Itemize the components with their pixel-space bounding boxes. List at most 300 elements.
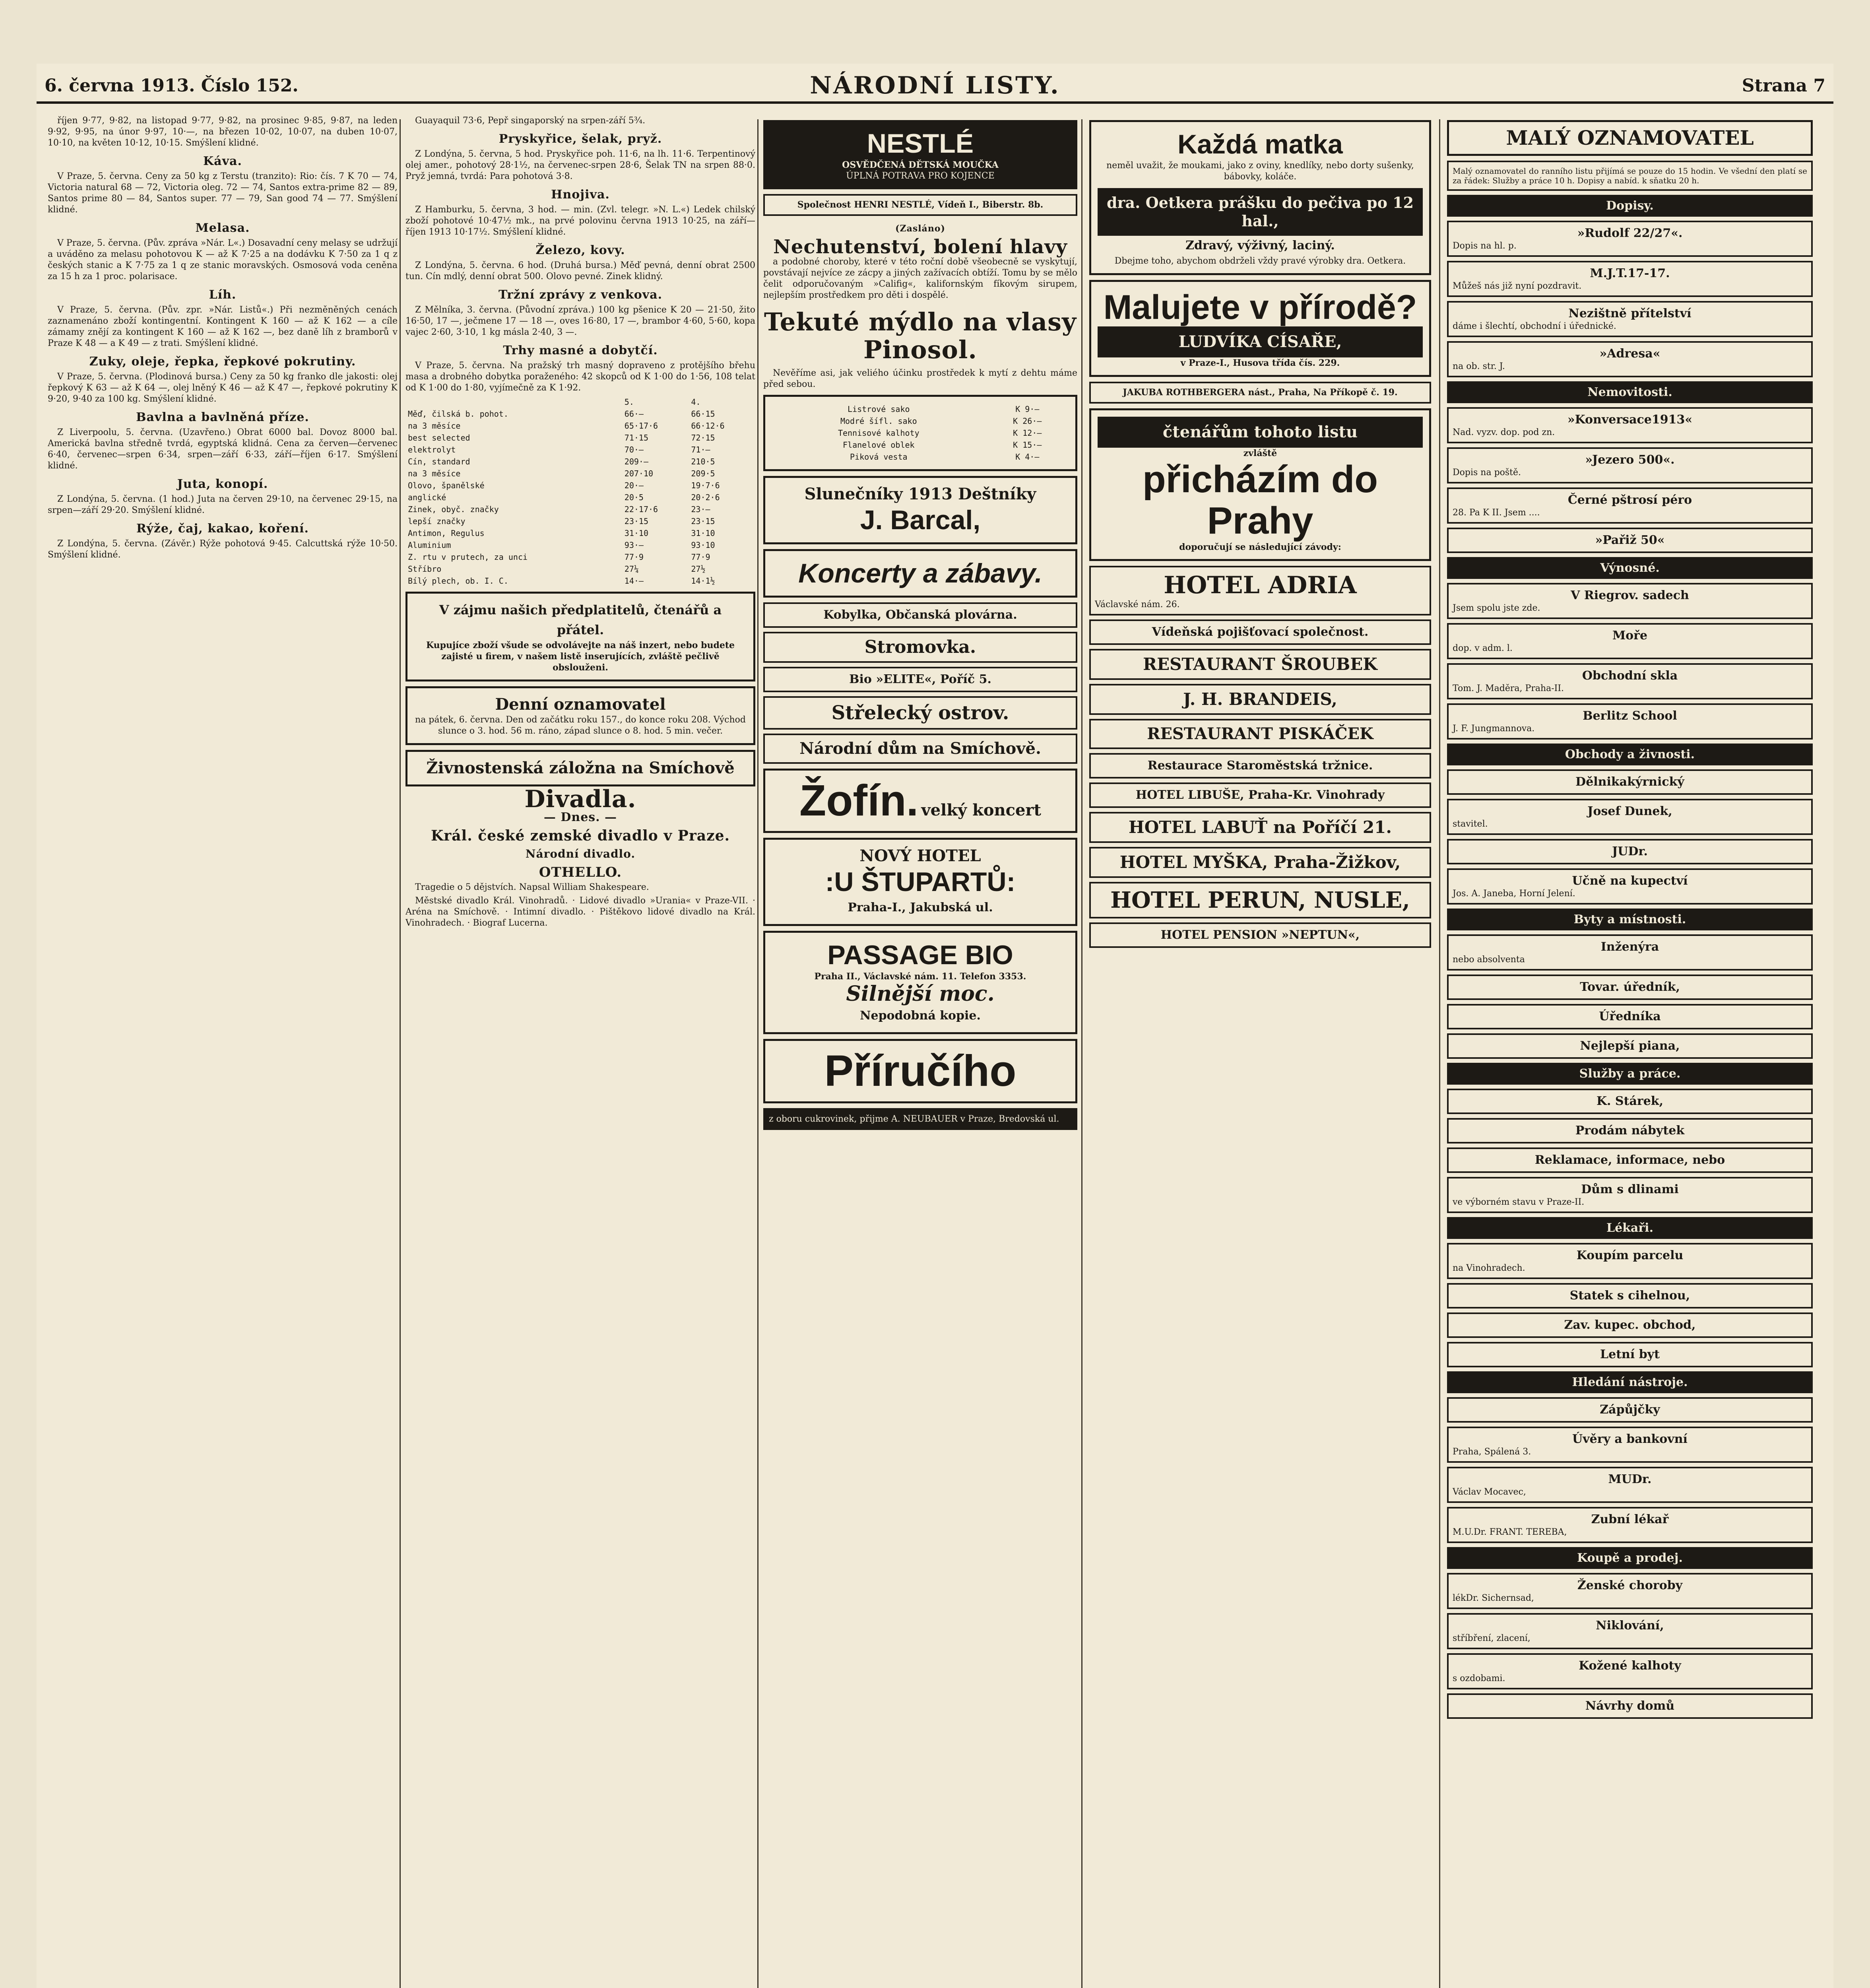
nestle-sub1: OSVĚDČENÁ DĚTSKÁ MOUČKA [842,160,999,170]
classified-ad [1447,1118,1813,1143]
passage-bio-ad [763,931,1077,1034]
table-header-row [405,396,755,408]
classified-title: M.J.T.17-17. [1590,266,1670,280]
event-strelecky: Střelecký ostrov. [763,696,1077,730]
classified-ad [1447,1507,1813,1543]
market-intro: říjen 9·77, 9·82, na listopad 9·77, 9·82, na prosinec 9·85, 9·87, na leden 9·92, 9·95, na únor 9·97, 10·—, na březen 10·02, 10·07, na duben 10·07, 10·10, na květen 10·12, 10·15. Smýšlení klidné. [48,116,398,148]
market-intro: Guayaquil 73·6, Pepř singaporský na srpen-září 5¾. [415,116,646,126]
price-row [772,403,1069,415]
classified-title: Zápůjčky [1600,1403,1660,1417]
price-item-name: Modré šífl. sako [840,416,917,426]
classified-title: »Jezero 500«. [1585,453,1675,467]
classified-ad [1447,301,1813,337]
classified-ad [1447,1573,1813,1609]
section-text: Z Hamburku, 5. června, 3 hod. — min. (Zvl. telegr. »N. L.«) Ledek chilský zboží pohotové 10·47½ mk., na prvé polovinu června 1913 10·25, na září—říjen 1913 10·17½. Smýšlení klidné. [405,205,755,237]
classified-text: na ob. str. J. [1453,361,1505,371]
classified-category: Výnosné. [1447,557,1813,579]
classified-title: Koupím parcelu [1576,1248,1684,1262]
event-elite: Bio »ELITE«, Poříč 5. [763,667,1077,692]
theaters-heading: Divadla. [524,785,636,813]
table-row [405,456,755,468]
classified-text: s ozdobami. [1453,1673,1505,1683]
play-note: Tragedie o 5 dějstvích. Napsal William Shakespeare. [415,882,649,892]
section-text: Z Londýna, 5. června. (1 hod.) Juta na červen 29·10, na červenec 29·15, na srpen—září 29·20. Smýšlení klidné. [48,494,398,515]
page-header [37,70,1833,104]
classified-ad [1447,769,1813,795]
classified-ad [1447,799,1813,835]
stuparty-ad [763,838,1077,926]
metal-price-table [405,396,755,587]
section-title: Pryskyřice, šelak, pryž. [499,132,662,146]
daily-announcer [405,686,755,745]
section-text: Z Mělníka, 3. června. (Původní zpráva.) 100 kg pšenice K 20 — 21·50, žito 16·50, 17 —, ječmene 17 — 18 —, oves 16·80, 17 —, brambor 4·60, 5·60, kopa vajec 2·60, 3·10, 1 kg másla 2·40, 3 —. [405,305,755,337]
classified-title: »Konversace1913« [1567,413,1693,427]
table-cell: 14·1½ [691,576,715,586]
issue-date: 6. června 1913. Číslo 152. [45,76,299,96]
pinosol-text: Nevěříme asi, jak veliého účinku prostředek k mytí z dehtu máme před sebou. [763,368,1077,389]
classified-title: Prodám nábytek [1575,1124,1685,1138]
table-cell: 22·17·6 [624,505,658,514]
section-text: V Praze, 5. června. (Plodinová bursa.) Ceny za 50 kg franko dle jakosti: olej řepkový K 63 — až K 64 —, olej lněný K 46 — až K 47 —, řepkové pokrutiny K 9·20, 9·40 za 100 kg. Smýšlení klidné. [48,372,398,404]
table-cell: 66·15 [691,409,715,419]
classified-ad [1447,1693,1813,1719]
classified-title: Niklování, [1596,1619,1664,1633]
classified-category: Koupě a prodej. [1447,1547,1813,1569]
page-number: Strana 7 [1742,76,1825,96]
headline: Nechutenství, bolení hlavy [773,236,1067,258]
nestle-company: Společnost HENRI NESTLÉ, Vídeň I., Biberstr. 8b. [763,194,1077,216]
price-item-value: K 4·— [1015,452,1040,462]
classified-title: Berlitz School [1583,709,1677,723]
classified-category: Obchody a živnosti. [1447,744,1813,765]
classified-text: Praha, Spálená 3. [1453,1447,1531,1457]
classified-title: JUDr. [1612,845,1648,858]
umbrella-title: Slunečníky 1913 Deštníky [804,485,1036,503]
table-cell: 71·— [691,445,710,454]
classified-text: Můžeš nás již nyní pozdravit. [1453,281,1582,291]
ludvika-address: v Praze-I., Husova třída čís. 229. [1180,358,1340,368]
hotel-neptun-ad: HOTEL PENSION »NEPTUN«, [1089,922,1431,948]
event-kobylka: Kobylka, Občanská plovárna. [763,602,1077,628]
classified-text: lékDr. Sichernsad, [1453,1593,1534,1603]
classified-ad [1447,528,1813,553]
table-cell: 77·9 [624,552,644,562]
section-title: Železo, kovy. [535,243,625,257]
classified-ad [1447,407,1813,443]
visitors-guide [1089,408,1431,561]
section-text: V Praze, 5. června. Na pražský trh masný dopraveno z protějšího břehu masa a drobného dobytka poraženého: 42 skopců od K 1·00 do 1·56, 108 telat od K 1·00 do 1·80, vyjímečně za K 1·92. [405,361,755,393]
stuparty-title: NOVÝ HOTEL [859,846,981,865]
paid-notice-label: (Zasláno) [895,223,945,234]
section-text: Z Londýna, 5. června, 5 hod. Pryskyřice poh. 11·6, na lh. 11·6. Terpentinový olej amer., pohotový 28·1½, na červenec-srpen 28·6, Šelak TN na srpen 88·0. Pryž jemná, tvrdá: Para pohotová 3·8. [405,149,755,181]
table-cell: Zinek, obyč. značky [408,505,499,514]
table-cell: 27¼ [624,564,639,574]
price-item-name: Tennisové kalhoty [838,428,919,438]
market-restaurant-ad: Restaurace Staroměstská tržnice. [1089,753,1431,779]
classified-title: Úředníka [1599,1010,1661,1023]
column-rule [400,119,401,1988]
classified-ad [1447,1089,1813,1114]
classified-title: Dělnikakýrnický [1575,775,1684,789]
classified-title: Tovar. úředník, [1580,980,1680,994]
section-title: Melasa. [195,221,250,235]
zofin-sub: velký koncert [921,801,1041,819]
oetker-title: dra. Oetkera prášku do pečiva po 12 hal., [1098,188,1423,236]
classified-text: J. F. Jungmannova. [1453,724,1535,734]
table-row [405,491,755,503]
classified-ad [1447,1342,1813,1367]
classified-text: na Vinohradech. [1453,1263,1525,1273]
table-cell: 93·— [624,540,644,550]
oetker-ad [1089,120,1431,275]
classified-category: Byty a místnosti. [1447,909,1813,930]
table-row [405,480,755,491]
brandeis-ad: J. H. BRANDEIS, [1089,684,1431,715]
classified-title: MUDr. [1608,1472,1652,1486]
section-title: Rýže, čaj, kakao, koření. [136,522,309,536]
event-stromovka: Stromovka. [763,632,1077,663]
article-text: a podobné choroby, které v této roční době všeobecně se vyskytují, povstávají nejvíce ze zácpy a jiných zažívacích obtíží. Tomu by se mělo čelit odporučovaným »Califig«, kalifornským fíkovým sirupem, nejlepším prostředkem pro děti i dospělé. [763,257,1077,300]
classified-category: Nemovitosti. [1447,381,1813,403]
concerts-ad [763,549,1077,598]
classified-title: Nejlepší piana, [1580,1039,1680,1053]
passage-title: PASSAGE BIO [827,940,1013,970]
classified-title: Kožené kalhoty [1579,1659,1681,1673]
hotel-myska-ad: HOTEL MYŠKA, Praha-Žižkov, [1089,847,1431,878]
table-cell: 20·— [624,481,644,490]
concerts-title: Koncerty a zábavy. [798,558,1042,588]
market-column-2 [405,115,755,1988]
table-cell: 72·15 [691,433,715,443]
table-cell: elektrolyt [408,445,456,454]
more-theaters: Městské divadlo Král. Vinohradů. · Lidové divadlo »Urania« v Praze-VII. · Aréna na Smíchově. · Intimní divadlo. · Pištěkovo lidové divadlo na Král. Vinohradech. · Biograf Lucerna. [405,896,755,928]
classified-text: Jsem spolu jste zde. [1453,603,1540,613]
theater-sub: Národní divadlo. [525,847,636,860]
classified-ad [1447,663,1813,699]
market-sections [405,134,755,394]
section-title: Káva. [203,154,242,168]
price-item-value: K 12·— [1013,428,1042,438]
classified-text: Tom. J. Maděra, Praha-II. [1453,683,1564,693]
classified-title: Zav. kupec. obchod, [1564,1318,1696,1332]
table-header-cell: 4. [691,397,701,407]
classified-title: Nezištně přítelství [1568,307,1692,320]
passage-film: Silnější moc. [846,982,995,1006]
table-row [405,539,755,551]
price-row [772,427,1069,439]
market-column-1 [48,115,398,1988]
matka-title: Každá matka [1177,129,1343,159]
table-row [405,420,755,432]
stuparty-address: Praha-I., Jakubská ul. [848,901,993,914]
oetker-note: Dbejme toho, abychom obdrželi vždy pravé výrobky dra. Oetkera. [1114,256,1406,266]
ludvika-name: LUDVÍKA CÍSAŘE, [1098,326,1423,357]
section-title: Hnojiva. [551,188,610,202]
classified-text: dáme i šlechtí, obchodní i úřednické. [1453,321,1616,331]
nestle-sub2: ÚPLNÁ POTRAVA PRO KOJENCE [846,171,995,181]
classifieds-header [1447,120,1813,156]
classified-title: Obchodní skla [1582,669,1678,683]
umbrella-ad [763,476,1077,544]
table-cell: Z. rtu v prutech, za unci [408,552,528,562]
table-cell: na 3 měsíce [408,469,461,478]
job-note: z oboru cukrovinek, přijme A. NEUBAUER v Praze, Bredovská ul. [763,1108,1077,1130]
hotel-perun-ad: HOTEL PERUN, NUSLE, [1089,882,1431,918]
table-cell: 20·5 [624,493,644,502]
table-row [405,527,755,539]
table-cell: Cín, standard [408,457,470,466]
table-cell: Antimon, Regulus [408,528,485,538]
table-header-cell: 5. [624,397,634,407]
price-item-name: Flanelové oblek [842,440,915,450]
hotel-libuse-ad: HOTEL LIBUŠE, Praha-Kr. Vinohrady [1089,782,1431,808]
classified-ad [1447,1427,1813,1463]
classified-title: Učně na kupectví [1572,874,1688,888]
section-title: Líh. [209,288,237,302]
ads-column-3 [763,115,1077,1988]
table-row [405,503,755,515]
classifieds-rules: Malý oznamovatel do ranního listu přijímá se pouze do 15 hodin. Ve všední den platí se za řádek: Služby a práce 10 h. Dopisy a nabíd. k sňatku 20 h. [1447,161,1813,191]
table-cell: Měď, čilská b. pohot. [408,409,508,419]
classified-text: Dopis na poště. [1453,468,1521,478]
oetker-slogan: Zdravý, výživný, laciný. [1185,239,1335,252]
piskacek-ad: RESTAURANT PISKÁČEK [1089,719,1431,749]
notice-title: V zájmu našich předplatitelů, čtenářů a přátel. [439,602,722,637]
table-cell: 23·— [691,505,710,514]
table-cell: 23·15 [624,516,649,526]
readers-sub: zvláště [1243,448,1277,458]
classifieds-column [1447,115,1813,1988]
classified-ad [1447,975,1813,1000]
classified-title: V Riegrov. sadech [1571,588,1689,602]
classified-title: Úvěry a bankovní [1572,1432,1688,1446]
table-cell: 93·10 [691,540,715,550]
classified-ad [1447,447,1813,483]
section-text: V Praze, 5. června. Ceny za 50 kg z Terstu (tranzito): Rio: čís. 7 K 70 — 74, Victoria natural 68 — 72, Victoria oleg. 72 — 74, Santos extra-prime 82 — 89, Santos prime 80 — 84, Santos super. 77 — 79, San good 74 — 77. Smýšlení klidné. [48,171,398,215]
table-cell: 31·10 [624,528,649,538]
table-cell: 209·5 [691,469,715,478]
classified-title: Inženýra [1600,940,1659,954]
classified-ad [1447,1397,1813,1423]
rothberger-ad: JAKUBA ROTHBERGERA nást., Praha, Na Příkopě č. 19. [1089,382,1431,404]
table-cell: Bílý plech, ob. I. C. [408,576,508,586]
table-cell: 66·12·6 [691,421,725,431]
classified-title: Statek s cihelnou, [1569,1289,1690,1303]
classifieds-list [1447,195,1813,1719]
section-text: Z Londýna, 5. června. (Závěr.) Rýže pohotová 9·45. Calcuttská rýže 10·50. Smýšlení klidné. [48,539,398,560]
daily-announcer-text: na pátek, 6. června. Den od začátku roku 157., do konce roku 208. Východ slunce o 3. hod. 56 m. ráno, západ slunce o 8. hod. 5 min. večer. [415,715,746,736]
classified-ad [1447,583,1813,619]
price-table [772,403,1069,463]
classified-title: Moře [1612,629,1648,643]
table-cell: 71·15 [624,433,649,443]
table-cell: 27½ [691,564,706,574]
classified-ad [1447,1653,1813,1689]
section-title: Bavlna a bavlněná příze. [136,410,309,424]
section-title: Zuky, oleje, řepka, řepkové pokrutiny. [89,355,356,369]
matka-text: neměl uvažit, že moukami, jako z oviny, knedlíky, nebo dorty sušenky, bábovky, koláče. [1106,161,1414,182]
daily-announcer-title: Denní oznamovatel [495,695,666,714]
classified-text: Dopis na hl. p. [1453,241,1517,251]
table-cell: 77·9 [691,552,710,562]
table-cell: 207·10 [624,469,654,478]
ads-column-4 [1089,115,1431,1988]
table-header-cell [405,396,622,408]
passage-address: Praha II., Václavské nám. 11. Telefon 3353. [814,971,1026,982]
classified-ad [1447,487,1813,524]
clothing-price-ad [763,395,1077,471]
coming-to-prague: přicházím do Prahy [1142,458,1378,542]
table-row [405,563,755,575]
table-row [405,551,755,563]
restaurant-sroubek-ad: RESTAURANT ŠROUBEK [1089,649,1431,680]
classified-title: Návrhy domů [1585,1699,1675,1713]
nestle-ad [763,120,1077,189]
stuparty-name: :U ŠTUPARTŮ: [825,867,1016,897]
classified-title: Černé pštrosí péro [1567,493,1692,507]
table-cell: Stříbro [408,564,442,574]
table-cell: 23·15 [691,516,715,526]
section-text: Z Liverpoolu, 5. června. (Uzavřeno.) Obrat 6000 bal. Dovoz 8000 bal. Americká bavlna středně tvrdá, egyptská klidná. Cena za červen—červenec 6·40, červenec—srpen 6·34, srpen—září 6·33, září—říjen 6·17. Smýšlení klidné. [48,427,398,471]
price-item-name: Piková vesta [850,452,908,462]
table-cell: 14·— [624,576,644,586]
masthead-title: NÁRODNÍ LISTY. [810,72,1060,99]
classified-title: Josef Dunek, [1587,804,1672,818]
section-title: Trhy masné a dobytčí. [503,344,658,357]
passage-film-2: Nepodobná kopie. [860,1009,981,1023]
section-title: Juta, konopí. [177,477,268,491]
event-narodni-dum: Národní dům na Smíchově. [763,734,1077,764]
table-row [405,515,755,527]
section-text: Z Londýna, 5. června. 6 hod. (Druhá bursa.) Měď pevná, denní obrat 2500 tun. Cín mdlý, denní obrat 500. Olovo pevné. Zinek klidný. [405,260,755,282]
classified-ad [1447,934,1813,971]
classified-text: Václav Mocavec, [1453,1487,1526,1497]
classified-title: Zubní lékař [1591,1512,1669,1526]
classified-category: Dopisy. [1447,195,1813,217]
table-cell: 31·10 [691,528,715,538]
table-row [405,575,755,587]
table-cell: best selected [408,433,470,443]
table-cell: 209·— [624,457,649,466]
classified-title: »Adresa« [1599,347,1660,361]
section-title: Tržní zprávy z venkova. [498,288,663,302]
classified-ad [1447,1283,1813,1309]
section-text: V Praze, 5. června. (Pův. zpráva »Nár. L«.) Dosavadní ceny melasy se udržují a uváděno za melasu pohotovou K — až K 7·25 a na dodávku K 7·50 za 1 q z českých stanic a K 7·75 za 1 q ze stanic moravských. Osmosová voda ceněna za 15 h za 1 proc. polarisace. [48,238,398,282]
painting-supplies-ad [1089,280,1431,377]
theater-name: Král. české zemské divadlo v Praze. [431,827,730,844]
theaters-today: — Dnes. — [543,810,617,824]
classified-text: Nad. vyzv. dop. pod zn. [1453,427,1555,437]
table-row [405,432,755,444]
hotel-adria-ad: HOTEL ADRIA Václavské nám. 26. [1089,566,1431,615]
price-item-value: K 15·— [1013,440,1042,450]
table-cell: anglické [408,493,446,502]
classified-text: stříbření, zlacení, [1453,1633,1531,1643]
classified-ad [1447,1147,1813,1173]
table-cell: Olovo, španělské [408,481,485,490]
table-cell: 19·7·6 [691,481,720,490]
column-rule [1081,119,1082,1988]
classified-ad [1447,221,1813,257]
classified-ad [1447,1243,1813,1279]
price-item-name: Listrové sako [848,404,910,414]
classified-ad [1447,1033,1813,1059]
malujete-title: Malujete v přírodě? [1103,288,1417,326]
classified-title: K. Stárek, [1596,1094,1664,1108]
table-cell: 70·— [624,445,644,454]
table-row [405,444,755,456]
classified-title: Reklamace, informace, nebo [1534,1153,1725,1167]
classified-text: M.U.Dr. FRANT. TEREBA, [1453,1527,1567,1537]
table-cell: na 3 měsíce [408,421,461,431]
price-row [772,439,1069,451]
table-row [405,408,755,420]
table-cell: 210·5 [691,457,715,466]
insurance-ad: Vídeňská pojišťovací společnost. [1089,619,1431,645]
market-sections [48,156,398,561]
job-ad [763,1039,1077,1103]
price-row [772,415,1069,427]
nestle-brand: NESTLÉ [867,128,974,159]
column-rule [1439,119,1440,1988]
classified-title: Ženské choroby [1577,1578,1683,1592]
classified-ad [1447,839,1813,864]
classified-ad [1447,1004,1813,1029]
zofin-title: Žofín. [799,776,919,825]
hotel-labut-ad: HOTEL LABUŤ na Poříčí 21. [1089,812,1431,843]
classified-text: stavitel. [1453,819,1488,829]
classified-title: »Pařiž 50« [1595,533,1665,547]
recommended: doporučují se následující závody: [1179,542,1341,552]
readers-title: čtenářům tohoto listu [1098,417,1423,448]
savings-bank-ad [405,750,755,786]
classified-text: Jos. A. Janeba, Horní Jelení. [1453,889,1575,899]
price-item-value: K 26·— [1013,416,1042,426]
column-rule [757,119,758,1988]
classified-text: dop. v adm. l. [1453,643,1513,653]
section-text: V Praze, 5. června. (Pův. zpr. »Nár. Listů«.) Při nezměněných cenách zaznamenáno zboží kontingentní. Kontingent K 160 — až K 162 — a cíle zámamy znějí za kontingent K 160 — až K 162 —, bez daně líh z bramborů v Praze K 48 — a K 49 — z trati. Smýšlení klidné. [48,305,398,348]
classified-ad [1447,1613,1813,1649]
umbrella-seller: J. Barcal, [860,505,981,535]
zofin-ad [763,769,1077,833]
classified-ad [1447,261,1813,297]
classified-category: Hledání nástroje. [1447,1371,1813,1393]
table-cell: Aluminium [408,540,451,550]
notice-text: Kupujíce zboží všude se odvolávejte na náš inzert, nebo budete zajisté u firem, v našem listě inserujících, zvláště pečlivě obslouženi. [426,640,735,673]
price-row [772,451,1069,463]
savings-bank-name: Živnostenská záložna na Smíchově [426,759,735,777]
classifieds-title: MALÝ OZNAMOVATEL [1506,126,1754,149]
classified-title: Letní byt [1600,1347,1660,1361]
notice-box [405,592,755,681]
table-cell: 20·2·6 [691,493,720,502]
classified-ad [1447,868,1813,905]
classified-ad [1447,1177,1813,1213]
classified-ad [1447,341,1813,377]
classified-title: »Rudolf 22/27«. [1577,226,1683,240]
classified-ad [1447,623,1813,659]
classified-text: ve výborném stavu v Praze-II. [1453,1197,1585,1207]
table-row [405,468,755,480]
table-cell: 66·— [624,409,644,419]
classified-title: Dům s dlinami [1581,1182,1679,1196]
classified-ad [1447,703,1813,740]
play-title: OTHELLO. [539,864,622,880]
table-cell: lepší značky [408,516,466,526]
classified-ad [1447,1467,1813,1503]
pinosol-headline: Tekuté mýdlo na vlasy Pinosol. [764,307,1077,364]
classified-ad [1447,1312,1813,1338]
